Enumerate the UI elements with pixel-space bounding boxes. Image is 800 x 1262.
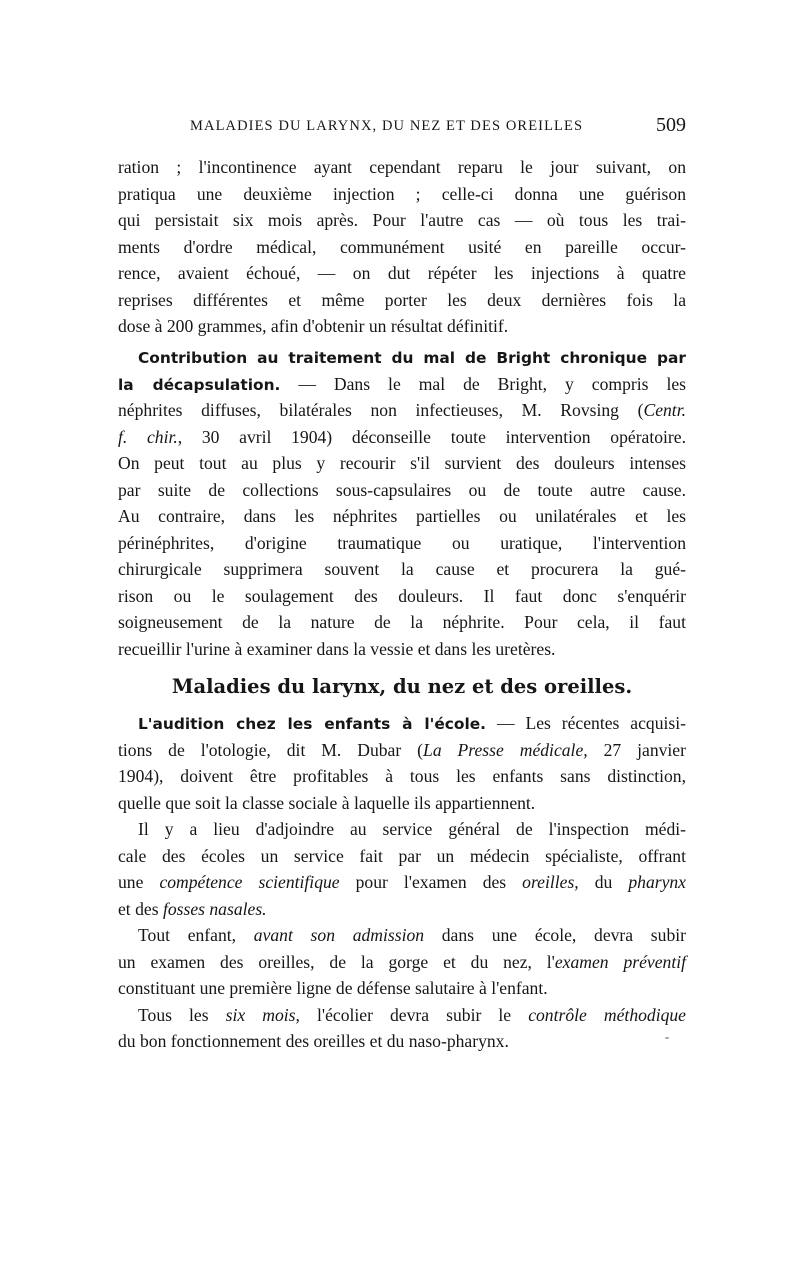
text-line	[118, 869, 686, 896]
text-run: néphrites diffuses, bilatérales non infectieuses, M. Rovsing (	[118, 400, 644, 420]
text-run: Tous les	[138, 1004, 226, 1025]
text-run: du	[578, 872, 629, 892]
emphasis: avant son admission	[253, 925, 425, 945]
text-line: Au contraire, dans les néphrites partielles ou unilatérales et les	[118, 506, 686, 526]
text-line	[118, 424, 686, 451]
text-run: tions de l'otologie, dit M. Dubar (	[118, 739, 424, 760]
journal-title: Centr.	[643, 400, 686, 420]
text-line	[118, 949, 686, 976]
text-line: par suite de collections sous-capsulaires ou de toute autre cause.	[118, 479, 686, 500]
text-run: pour l'examen des	[339, 872, 523, 892]
text-line: rison ou le soulagement des douleurs. Il faut donc s'enquérir	[118, 585, 686, 606]
emphasis: contrôle méthodique	[528, 1004, 686, 1025]
text-line: périnéphrites, d'origine traumatique ou uratique, l'intervention	[118, 532, 686, 553]
text-line: soigneusement de la nature de la néphrite. Pour cela, il faut	[118, 612, 686, 632]
journal-title-continued: f. chir.	[118, 426, 178, 447]
text-line: Il y a lieu d'adjoindre au service général de l'inspection médi-	[138, 819, 686, 839]
article-audition	[118, 710, 686, 1055]
emphasis: compétence scientifique	[159, 872, 340, 892]
text-run: , 30 avril 1904) déconseille toute intervention opératoire.	[177, 426, 686, 447]
text-line: recueillir l'urine à examiner dans la vessie et dans les uretères.	[118, 638, 556, 659]
text-line: quelle que soit la classe sociale à laquelle ils appartiennent.	[118, 792, 536, 813]
text-run: l'écolier devra subir le	[299, 1004, 529, 1025]
text-line: chirurgicale supprimera souvent la cause et procurera la gué-	[118, 559, 686, 579]
text-line: ments d'ordre médical, communément usité en pareille occur-	[118, 236, 686, 257]
text-line: reprises différentes et même porter les deux dernières fois la	[118, 289, 686, 310]
text-line: 1904), doivent être profitables à tous les enfants sans distinction,	[118, 766, 686, 786]
article-bright	[118, 344, 686, 662]
text-run: — Dans le mal de Bright, y compris les	[280, 373, 686, 394]
article-title-line	[118, 344, 686, 371]
text-line	[118, 896, 686, 923]
article-title: Contribution au traitement du mal de Bright chronique par	[138, 349, 686, 367]
paragraph-continuation	[118, 154, 686, 340]
running-title: MALADIES DU LARYNX, DU NEZ ET DES OREILLES	[190, 118, 584, 134]
text-run: 27 janvier	[587, 739, 686, 760]
text-line: pratiqua une deuxième injection ; celle-ci donna une guérison	[118, 183, 686, 204]
text-line	[118, 737, 686, 764]
text-run: et des	[118, 898, 163, 919]
text-line: rence, avaient échoué, — on dut répéter les injections à quatre	[118, 263, 686, 283]
text-run: — Les récentes acquisi-	[486, 713, 686, 733]
text-line	[118, 922, 686, 949]
page-number: 509	[656, 114, 686, 136]
text-line: On peut tout au plus y recourir s'il survient des douleurs intenses	[118, 453, 686, 473]
print-speck	[665, 1037, 669, 1039]
journal-title: La Presse médicale,	[423, 739, 588, 760]
text-line: du bon fonctionnement des oreilles et du naso-pharynx.	[118, 1031, 509, 1051]
emphasis: fosses nasales.	[162, 898, 267, 919]
section-heading: Maladies du larynx, du nez et des oreilles.	[171, 675, 633, 698]
text-line	[118, 397, 686, 424]
text-line: ration ; l'incontinence ayant cependant reparu le jour suivant, on	[118, 157, 686, 177]
text-line: dose à 200 grammes, afin d'obtenir un résultat définitif.	[118, 316, 509, 336]
text-line: qui persistait six mois après. Pour l'autre cas — où tous les trai-	[118, 210, 686, 230]
article-title-continued: la décapsulation.	[118, 375, 281, 394]
text-run: un examen des oreilles, de la gorge et du nez, l'	[118, 951, 555, 972]
text-line	[118, 371, 686, 398]
article-title-line	[118, 710, 686, 737]
text-run: une	[118, 872, 160, 892]
emphasis: pharynx	[628, 872, 686, 892]
text-line: cale des écoles un service fait par un médecin spécialiste, offrant	[118, 845, 686, 866]
text-line: constituant une première ligne de défense salutaire à l'enfant.	[118, 978, 548, 998]
emphasis: oreilles,	[522, 872, 579, 892]
text-run: dans une école, devra subir	[424, 925, 686, 945]
article-title: L'audition chez les enfants à l'école.	[138, 715, 487, 733]
text-line	[118, 1002, 686, 1029]
text-run: Tout enfant,	[138, 925, 254, 945]
emphasis: examen préventif	[554, 951, 686, 972]
running-head	[118, 114, 686, 140]
emphasis: six mois,	[225, 1004, 300, 1025]
